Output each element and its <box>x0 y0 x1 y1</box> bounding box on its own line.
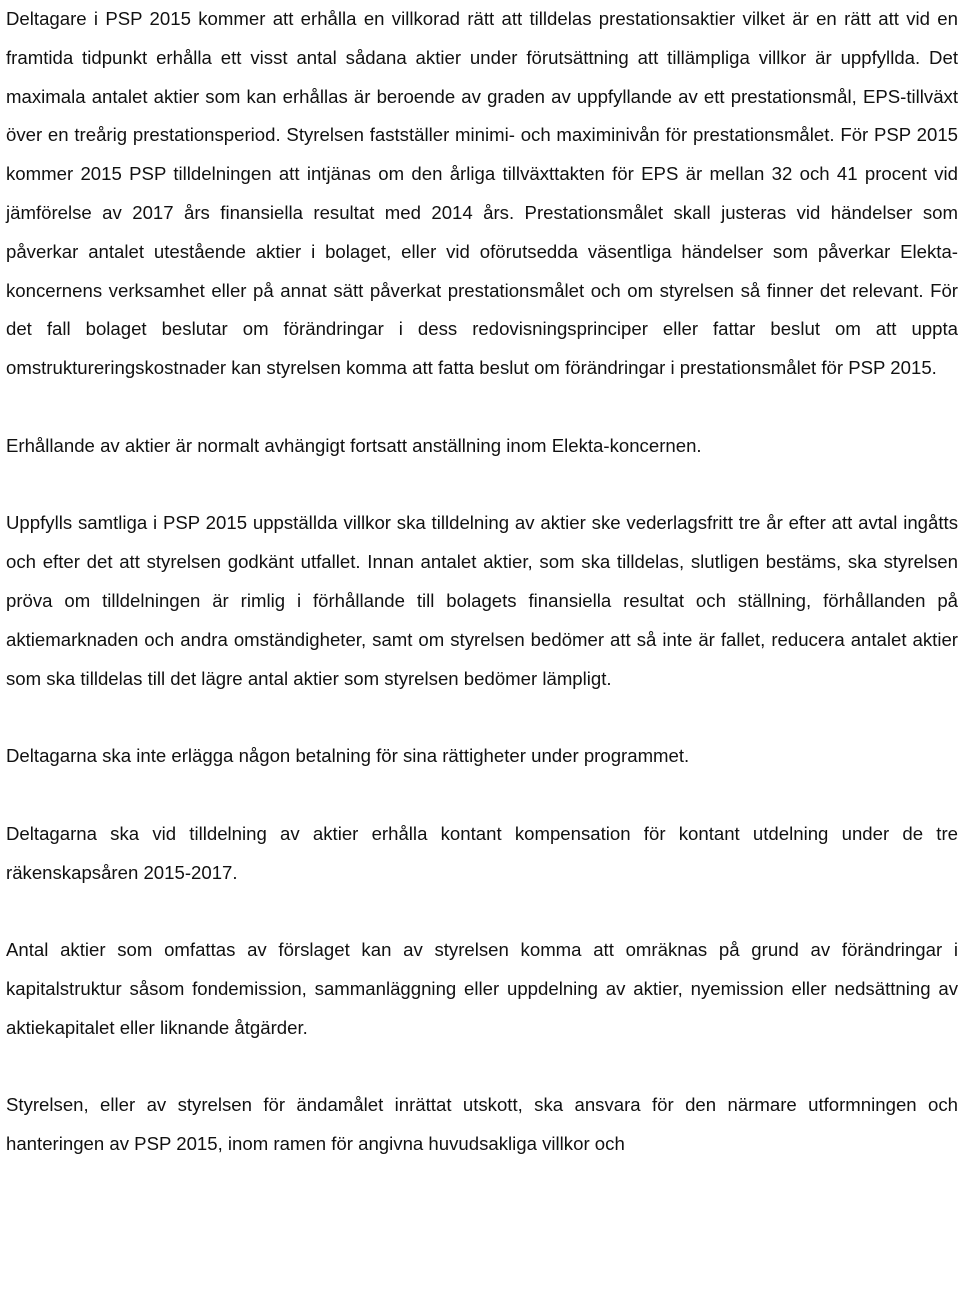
paragraph-employment-condition: Erhållande av aktier är normalt avhängigt fortsatt anställning inom Elekta-koncernen. <box>6 434 702 456</box>
paragraph-allotment-conditions: Uppfylls samtliga i PSP 2015 uppställda villkor ska tilldelning av aktier ske vederlagsfritt tre år efter att avtal ingåtts och efter det att styrelsen godkänt utfallet. Innan antalet aktier, som ska tilldelas, slutligen bestäms, ska styrelsen pröva om tilldelningen är rimlig i förhållande till bolagets finansiella resultat och ställning, förhållanden på aktiemarknaden och andra omständigheter, samt om styrelsen bedömer att så inte är fallet, reducera antalet aktier som ska tilldelas till det lägre antal aktier som styrelsen bedömer lämpligt. <box>6 512 958 689</box>
paragraph-spacer <box>6 1048 958 1087</box>
paragraph-no-payment: Deltagarna ska inte erlägga någon betalning för sina rättigheter under programmet. <box>6 745 690 767</box>
paragraph-spacer <box>6 388 958 427</box>
paragraph-spacer <box>6 698 958 737</box>
document-page <box>6 0 958 1164</box>
paragraph-board-responsibility: Styrelsen, eller av styrelsen för ändamålet inrättat utskott, ska ansvara för den närmare utformningen och hanteringen av PSP 2015, inom ramen för angivna huvudsakliga villkor och <box>6 1094 958 1155</box>
paragraph-recalculation: Antal aktier som omfattas av förslaget kan av styrelsen komma att omräknas på grund av förändringar i kapitalstruktur såsom fondemission, sammanläggning eller uppdelning av aktier, nyemission eller nedsättning av aktiekapitalet eller liknande åtgärder. <box>6 939 958 1038</box>
paragraph-performance-shares: Deltagare i PSP 2015 kommer att erhålla en villkorad rätt att tilldelas prestationsaktier vilket är en rätt att vid en framtida tidpunkt erhålla ett visst antal sådana aktier under förutsättning att tillämpliga villkor är uppfyllda. Det maximala antalet aktier som kan erhållas är beroende av graden av uppfyllande av ett prestationsmål, EPS-tillväxt över en treårig prestationsperiod. Styrelsen fastställer minimi- och maximinivån för prestationsmålet. För PSP 2015 kommer 2015 PSP tilldelningen att intjänas om den årliga tillväxttakten för EPS är mellan 32 och 41 procent vid jämförelse av 2017 års finansiella resultat med 2014 års. Prestationsmålet skall justeras vid händelser som påverkar antalet utestående aktier i bolaget, eller vid oförutsedda väsentliga händelser som påverkar Elekta-koncernens verksamhet eller på annat sätt påverkat prestationsmålet och om styrelsen så finner det relevant. För det fall bolaget beslutar om förändringar i dess redovisningsprinciper eller fattar beslut om att uppta omstruktureringskostnader kan styrelsen komma att fatta beslut om förändringar i prestationsmålet för PSP 2015. <box>6 8 958 379</box>
paragraph-spacer <box>6 892 958 931</box>
paragraph-spacer <box>6 466 958 505</box>
paragraph-spacer <box>6 776 958 815</box>
paragraph-dividend-compensation: Deltagarna ska vid tilldelning av aktier erhålla kontant kompensation för kontant utdelning under de tre räkenskapsåren 2015-2017. <box>6 822 958 883</box>
